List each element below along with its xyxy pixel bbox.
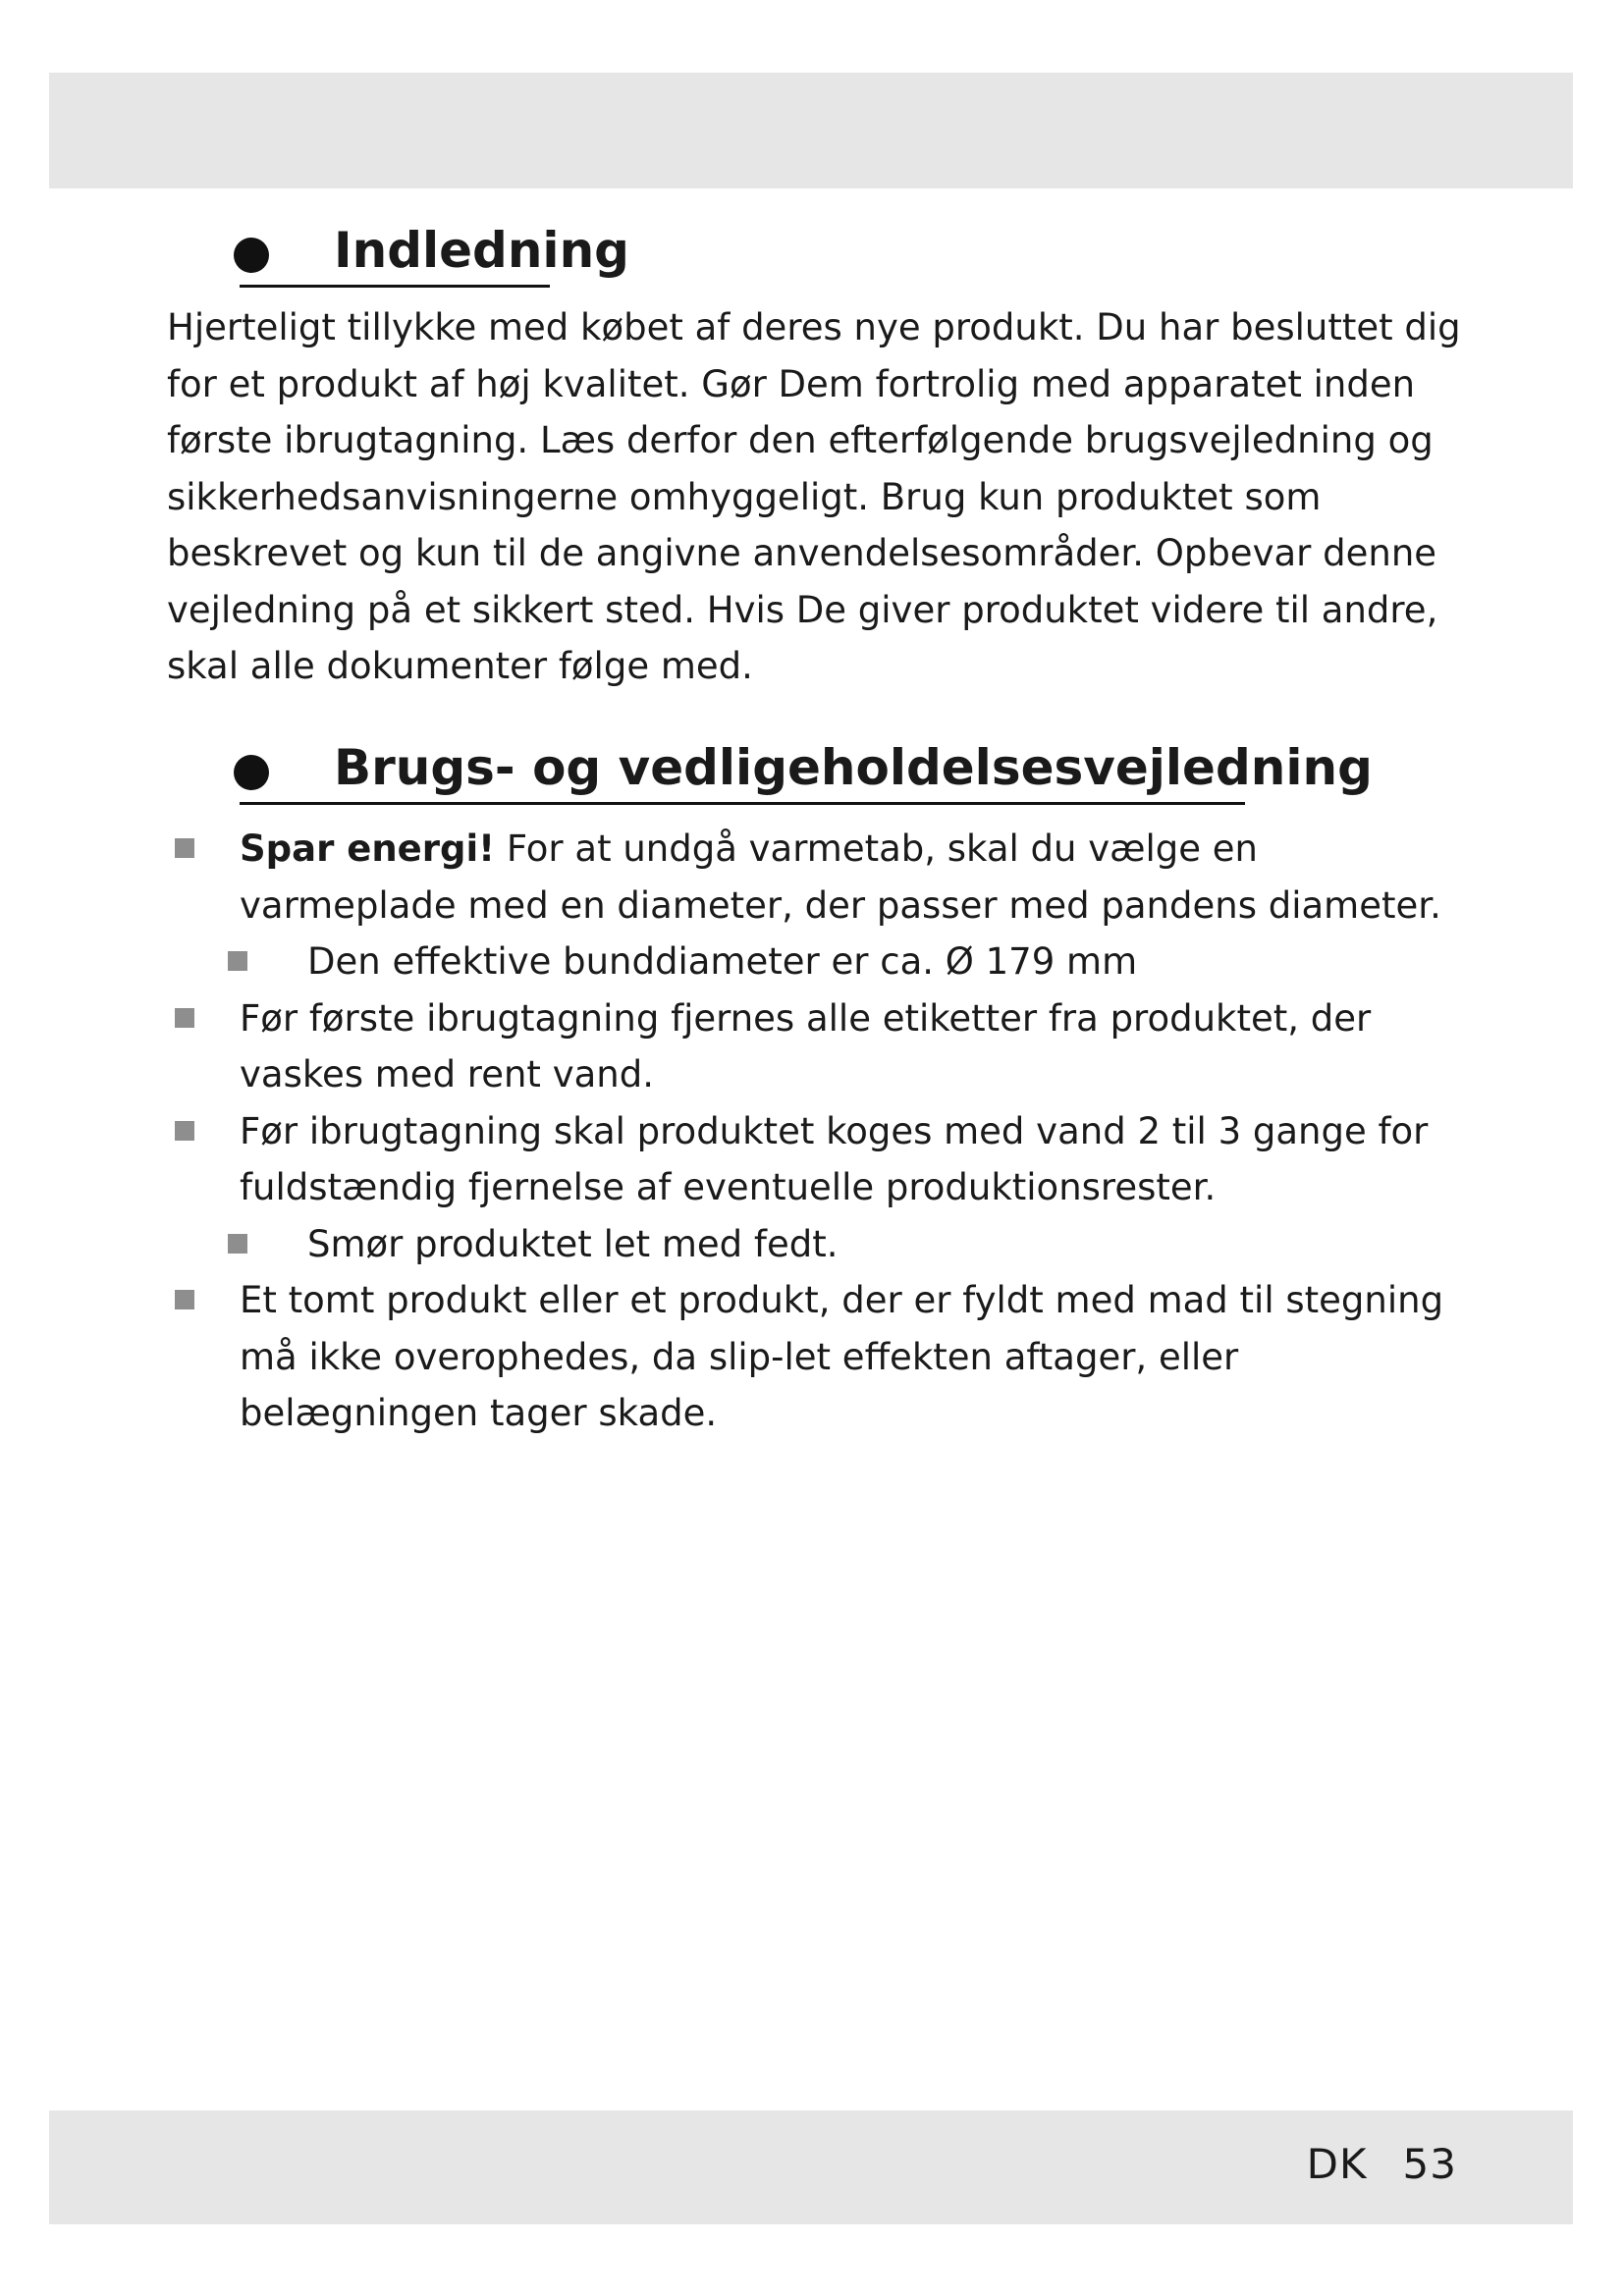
square-bullet-icon [175, 1121, 194, 1141]
care-instructions-list [167, 821, 1473, 1442]
header-band [49, 73, 1573, 188]
list-item [167, 990, 1473, 1103]
emphasis-label: Spar energi! [240, 828, 496, 870]
section-title: Brugs- og vedligeholdelsesvejledning [334, 739, 1373, 796]
list-item [167, 821, 1473, 934]
page-number: 53 [1402, 2140, 1457, 2188]
square-bullet-icon [228, 951, 247, 971]
square-bullet-icon [175, 1008, 194, 1028]
list-item-text: Smør produktet let med fedt. [307, 1222, 839, 1265]
list-item [167, 1103, 1473, 1216]
list-item [167, 1272, 1473, 1442]
square-bullet-icon [175, 1290, 194, 1309]
heading-bullet-icon [234, 238, 269, 273]
language-code: DK [1306, 2140, 1368, 2188]
intro-paragraph: Hjerteligt tillykke med købet af deres nye produkt. Du har besluttet dig for et produkt af høj kvalitet. Gør Dem fortrolig med apparatet inden første ibrugtagning. Læs derfor den efterfølgende brugsvejledning og sikkerhedsanvisningerne omhyggeligt. Brug kun produktet som beskrevet og kun til de angivne anvendelsesområder. Opbevar denne vejledning på et sikkert sted. Hvis De giver produktet videre til andre, skal alle dokumenter følge med. [167, 306, 1461, 687]
heading-underline [240, 285, 550, 288]
page-footer [1307, 2140, 1457, 2188]
square-bullet-icon [228, 1234, 247, 1254]
list-item-text: Et tomt produkt eller et produkt, der er fyldt med mad til stegning må ikke overophedes, da slip-let effekten aftager, eller belægningen tager skade. [240, 1279, 1444, 1434]
section-title: Indledning [334, 222, 629, 279]
heading-bullet-icon [234, 755, 269, 790]
heading-underline [240, 802, 1245, 805]
list-subitem [167, 934, 1473, 990]
list-item-text: Før ibrugtagning skal produktet koges med vand 2 til 3 gange for fuldstændig fjernelse af eventuelle produktionsrester. [240, 1109, 1429, 1208]
list-item-text: For at undgå varmetab, skal du vælge en varmeplade med en diameter, der passer med pandens diameter. [240, 828, 1441, 927]
list-item-text: Den effektive bunddiameter er ca. Ø 179 mm [307, 940, 1138, 983]
square-bullet-icon [175, 838, 194, 858]
list-subitem [167, 1216, 1473, 1273]
list-item-text: Før første ibrugtagning fjernes alle etiketter fra produktet, der vaskes med rent vand. [240, 996, 1372, 1095]
